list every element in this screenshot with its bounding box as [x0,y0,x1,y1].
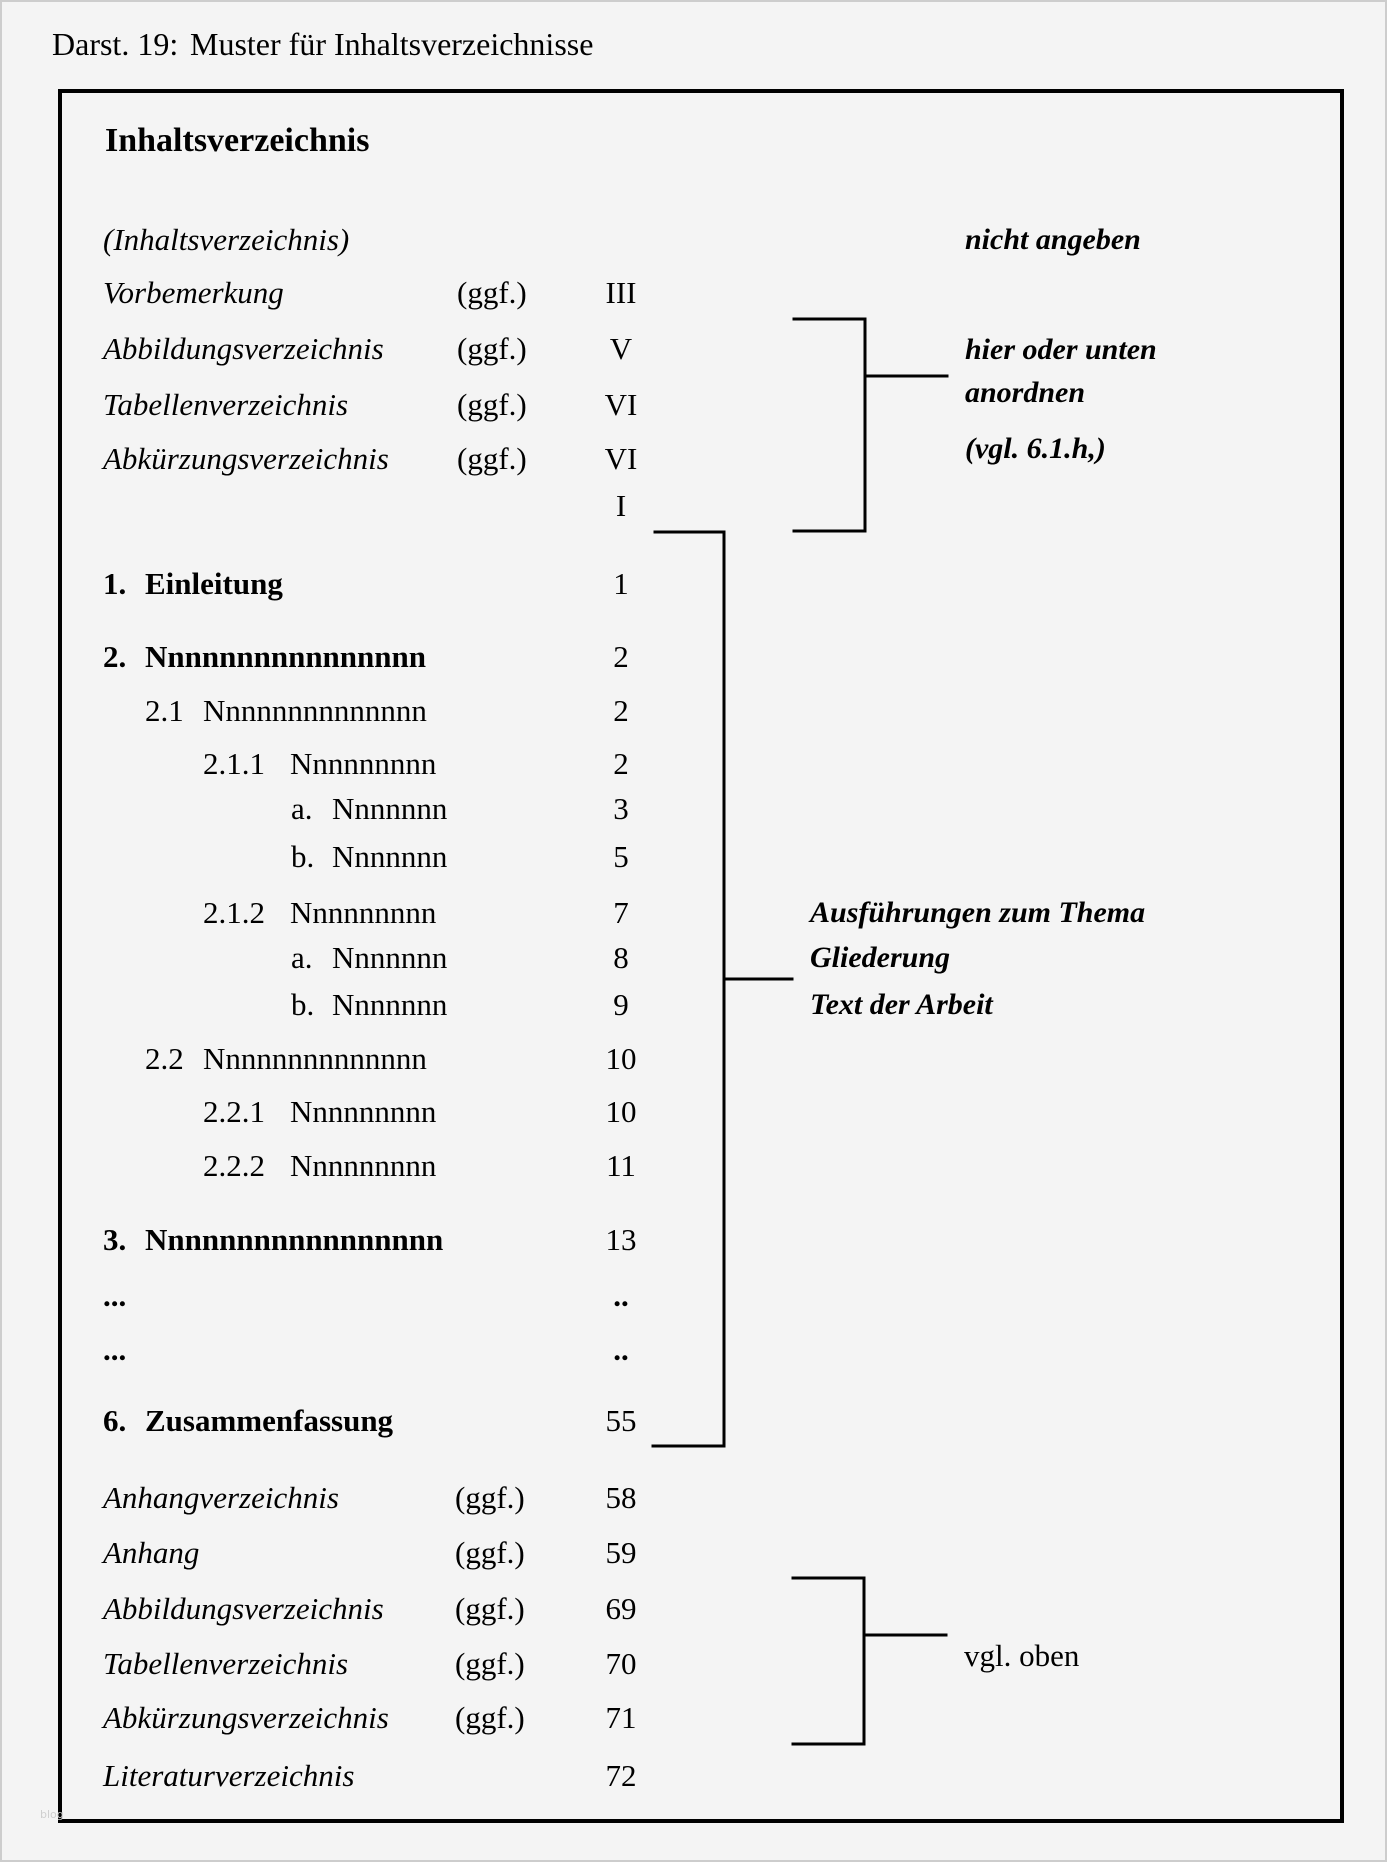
toc-title: Inhaltsverzeichnis [105,122,370,159]
chapter-number: 2. [103,639,127,674]
chapter-number: 6. [103,1403,127,1438]
item-title: Nnnnnnn [332,791,448,826]
item-page: 9 [613,987,629,1022]
subsection-page: 11 [606,1148,636,1183]
item-title: Nnnnnnn [332,987,448,1022]
back-entry-note: (ggf.) [455,1535,525,1570]
item-page: 5 [613,839,629,874]
figure-caption-label: Darst. 19: [52,26,179,62]
front-entry-page: VI [604,441,638,476]
subsection-title: Nnnnnnnnn [290,1148,437,1183]
annotation-front-lists: anordnen [965,376,1086,409]
chapter-number: 3. [103,1222,127,1257]
front-entry-page: VI [604,387,638,422]
chapter-title: Nnnnnnnnnnnnnnnn [145,639,426,674]
subsection-number: 2.2.2 [203,1148,265,1183]
subsection-number: 2.2.1 [203,1094,265,1129]
chapter-title: Einleitung [145,566,283,601]
watermark: blog [40,1808,64,1821]
item-page: 8 [613,940,629,975]
section-title: Nnnnnnnnnnnnnn [203,693,427,728]
front-entry-label: Abbildungsverzeichnis [103,331,384,366]
ellipsis-page: .. [613,1278,629,1313]
chapter-number: 1. [103,566,127,601]
section-page: 2 [613,693,629,728]
item-page: 3 [613,791,629,826]
figure-caption-text: Muster für Inhaltsverzeichnisse [190,26,594,62]
subsection-number: 2.1.2 [203,895,265,930]
back-entry-page: 70 [605,1646,637,1681]
item-number: b. [291,839,315,874]
ellipsis-page: .. [613,1332,629,1367]
front-entry-note: (ggf.) [457,275,527,310]
front-entry-note: (ggf.) [457,387,527,422]
annotation-main-body: Text der Arbeit [810,988,993,1021]
front-entry-label: Abkürzungsverzeichnis [103,441,389,476]
subsection-title: Nnnnnnnnn [290,1094,437,1129]
ellipsis-entry: ... [103,1278,127,1313]
annotation-back-lists: vgl. oben [964,1638,1080,1673]
annotation-main-body: Gliederung [810,941,951,974]
back-entry-label: Literaturverzeichnis [103,1758,355,1793]
back-entry-page: 58 [605,1480,637,1515]
back-entry-label: Abbildungsverzeichnis [103,1591,384,1626]
back-entry-page: 69 [605,1591,637,1626]
subsection-title: Nnnnnnnnn [290,746,437,781]
subsection-page: 2 [613,746,629,781]
item-number: a. [291,940,313,975]
chapter-page: 55 [605,1403,637,1438]
front-entry-page: I [615,488,627,523]
back-entry-label: Anhangverzeichnis [103,1480,339,1515]
section-page: 10 [605,1041,637,1076]
section-number: 2.1 [145,693,184,728]
section-number: 2.2 [145,1041,184,1076]
back-entry-label: Anhang [103,1535,200,1570]
item-title: Nnnnnnn [332,940,448,975]
ellipsis-entry: ... [103,1332,127,1367]
back-entry-page: 72 [605,1758,637,1793]
back-entry-page: 71 [605,1700,637,1735]
front-entry-note: (ggf.) [457,331,527,366]
section-title: Nnnnnnnnnnnnnn [203,1041,427,1076]
subsection-page: 10 [605,1094,637,1129]
subsection-number: 2.1.1 [203,746,265,781]
back-entry-note: (ggf.) [455,1700,525,1735]
chapter-page: 1 [613,566,629,601]
item-number: b. [291,987,315,1022]
front-entry-label: Tabellenverzeichnis [103,387,349,422]
annotation-main-body: Ausführungen zum Thema [810,896,1146,929]
bracket-back-lists [793,1578,946,1744]
annotation-front-lists: hier oder unten [965,333,1157,366]
back-entry-note: (ggf.) [455,1480,525,1515]
front-entry-label: Vorbemerkung [103,275,284,310]
back-entry-page: 59 [605,1535,637,1570]
subsection-title: Nnnnnnnnn [290,895,437,930]
front-entry-label: (Inhaltsverzeichnis) [103,222,350,257]
chapter-page: 2 [613,639,629,674]
back-entry-note: (ggf.) [455,1591,525,1626]
chapter-title: Zusammenfassung [145,1403,394,1438]
back-entry-label: Abkürzungsverzeichnis [103,1700,389,1735]
chapter-page: 13 [605,1222,637,1257]
item-title: Nnnnnnn [332,839,448,874]
annotation-front-lists: (vgl. 6.1.h,) [965,432,1106,465]
front-entry-page: III [605,275,637,310]
item-number: a. [291,791,313,826]
back-entry-note: (ggf.) [455,1646,525,1681]
front-entry-page: V [609,331,633,366]
subsection-page: 7 [613,895,629,930]
front-entry-note: (ggf.) [457,441,527,476]
chapter-title: Nnnnnnnnnnnnnnnnn [145,1222,444,1257]
bracket-main-body [653,532,792,1446]
back-entry-label: Tabellenverzeichnis [103,1646,349,1681]
annotation-toc-self: nicht angeben [965,223,1141,256]
bracket-front-lists [794,319,947,531]
